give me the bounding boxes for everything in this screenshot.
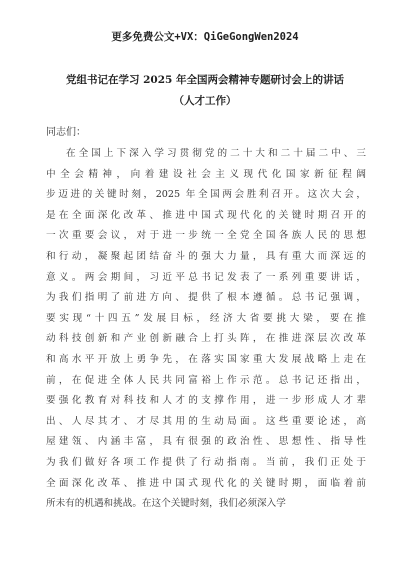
body-line: 所未有的机遇和挑战。在这个关键时刻，我们必须深入学: [46, 498, 286, 510]
document-body: [46, 144, 366, 515]
body-line: 和行动，凝聚起团结奋斗的强大力量，具有重大而深远的: [46, 250, 366, 262]
body-line: 和高水平开放上勇争先，在落实国家重大发展战略上走在: [46, 353, 366, 365]
document-title: 党组书记在学习 2025 年全国两会精神专题研讨会上的讲话: [65, 74, 345, 86]
body-line: 屋建瓴、内涵丰富，具有很强的政治性、思想性、指导性: [46, 436, 366, 448]
body-line: 一次重要会议，对于进一步统一全党全国各族人民的思想: [46, 230, 366, 242]
body-line: 全面深化改革、推进中国式现代化的关键时期，面临着前: [46, 477, 366, 489]
body-line: 步迈进的关键时刻，2025 年全国两会胜利召开。这次大会，: [46, 189, 366, 201]
body-line: 前，在促进全体人民共同富裕上作示范。总书记还指出，: [46, 374, 366, 386]
body-line: 要实现“十四五”发展目标，经济大省要挑大梁，要在推: [46, 312, 366, 324]
body-line: 中全会精神，向着建设社会主义现代化国家新征程阔: [46, 168, 366, 180]
document-subtitle: （人才工作）: [173, 95, 237, 107]
body-line: 为我们做好各项工作提供了行动指南。当前，我们正处于: [46, 456, 366, 468]
body-line: 出、人尽其才、才尽其用的生动局面。这些重要论述，高: [46, 415, 366, 427]
body-line: 是在全面深化改革、推进中国式现代化的关键时期召开的: [46, 209, 366, 221]
body-line: 意义。两会期间，习近平总书记发表了一系列重要讲话，: [46, 271, 366, 283]
promo-header: 更多免费公文+VX：QiGeGongWen2024: [111, 31, 299, 43]
greeting: 同志们：: [46, 127, 86, 138]
body-line: 要强化教育对科技和人才的支撑作用，进一步形成人才辈: [46, 395, 366, 407]
body-line: 为我们指明了前进方向、提供了根本遵循。总书记强调，: [46, 292, 366, 304]
body-line: 动科技创新和产业创新融合上打头阵，在推进深层次改革: [46, 333, 366, 345]
body-line: 在全国上下深入学习贯彻党的二十大和二十届二中、三: [66, 148, 366, 159]
